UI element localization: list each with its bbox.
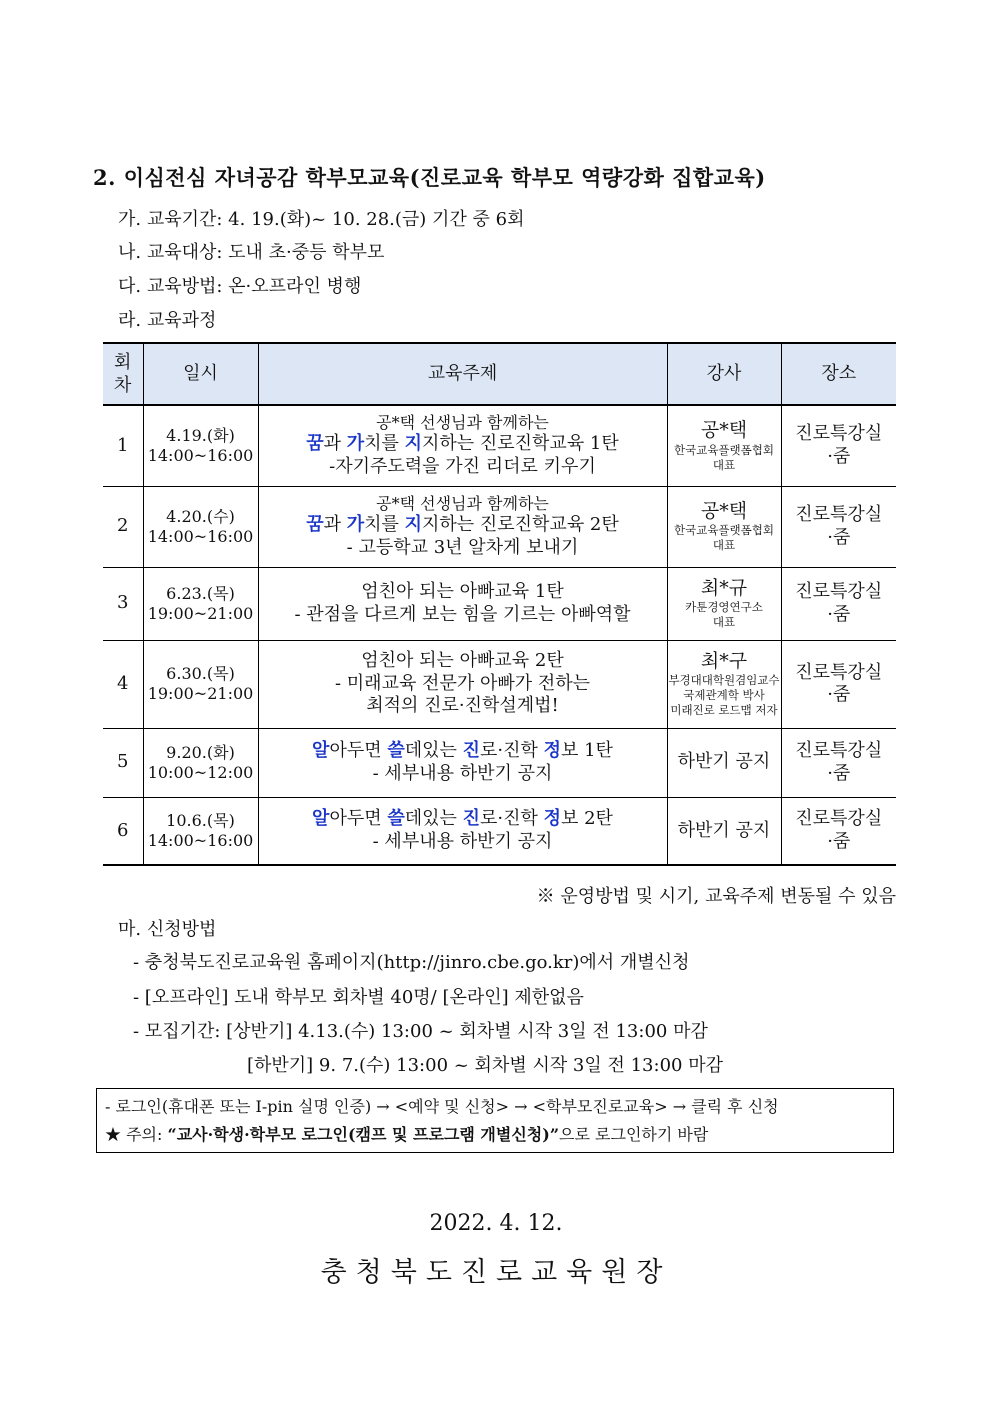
topic-text: 공*택 선생님과 함께하는 (376, 413, 549, 433)
change-notice: ※ 운영방법 및 시기, 교육주제 변동될 수 있음 (536, 886, 896, 907)
document-date: 2022. 4. 12. (429, 1211, 563, 1236)
cell-place (781, 405, 896, 486)
topic-text: 지하는 진로진학교육 2탄 (422, 514, 619, 535)
topic-highlight: 꿈 (306, 514, 324, 535)
cell-time: 14:00~16:00 (147, 445, 254, 465)
topic-highlight: 정 (543, 808, 561, 830)
issuer-name: 충청북도진로교육원장 (320, 1257, 672, 1288)
topic-text: 지하는 진로진학교육 1탄 (422, 433, 619, 455)
topic-text: 과 (323, 433, 347, 455)
cell-topic (258, 486, 667, 567)
topic-text: 공*택 선생님과 함께하는 (376, 494, 549, 513)
caution-prefix: ★ 주의: (105, 1125, 168, 1144)
topic-line (259, 740, 667, 763)
topic-text: - 관점을 다르게 보는 힘을 기르는 아빠역할 (294, 603, 631, 625)
place-line: 진로특강실 (795, 808, 883, 830)
topic-text: 아두면 (329, 740, 388, 761)
topic-text: 치를 (364, 514, 405, 535)
schedule-table (103, 342, 896, 866)
topic-text: 엄친아 되는 아빠교육 2탄 (361, 650, 564, 672)
cell-datetime (143, 486, 258, 567)
topic-highlight: 정 (543, 740, 561, 761)
table-row (103, 405, 896, 486)
instructor-desc: 미래진로 로드맵 저자 (670, 703, 778, 718)
table-row (103, 640, 896, 728)
cell-round: 3 (103, 567, 143, 640)
instructor-desc: 카툰경영연구소 (685, 600, 763, 615)
login-guide-box (96, 1088, 894, 1153)
topic-line (259, 808, 667, 831)
place-line: ·줌 (827, 830, 851, 852)
instructor-name: 하반기 공지 (677, 751, 771, 773)
topic-highlight: 지 (404, 514, 422, 535)
instructor-name: 하반기 공지 (677, 819, 771, 841)
topic-line (259, 831, 667, 854)
section-heading: 2. 이심전심 자녀공감 학부모교육(진로교육 학부모 역량강화 집합교육) (93, 165, 766, 190)
header-round-label: 회 차 (114, 351, 132, 396)
topic-text: 보 1탄 (561, 740, 613, 761)
cell-instructor (667, 728, 781, 797)
place-line: 진로특강실 (795, 661, 883, 683)
cell-time: 14:00~16:00 (147, 526, 254, 546)
cell-date: 10.6.(목) (166, 810, 235, 830)
topic-line (259, 433, 667, 456)
apply-item-period: - 모집기간: [상반기] 4.13.(수) 13:00 ~ 회차별 시작 3일 전 13:00 마감 (133, 1021, 708, 1042)
place-line: 진로특강실 (795, 740, 883, 761)
schedule-body (103, 405, 896, 865)
topic-highlight: 진 (462, 740, 480, 761)
apply-title: 마. 신청방법 (118, 919, 217, 940)
instructor-desc: 국제관계학 박사 (683, 688, 765, 703)
header-topic: 교육주제 (258, 343, 667, 405)
topic-highlight: 가 (346, 514, 365, 535)
info-target: 나. 교육대상: 도내 초·중등 학부모 (118, 242, 385, 263)
instructor-desc: 부경대대학원겸임교수 (668, 673, 780, 688)
topic-line (259, 494, 667, 514)
cell-time: 19:00~21:00 (147, 603, 254, 623)
topic-line (259, 413, 667, 433)
cell-place (781, 486, 896, 567)
instructor-desc: 한국교육플랫폼협회 (674, 523, 774, 538)
topic-text: 로·진학 (480, 740, 544, 761)
topic-line (259, 604, 667, 627)
cell-date: 6.30.(목) (166, 664, 235, 683)
topic-line (259, 537, 667, 560)
place-line: 진로특강실 (795, 504, 883, 525)
place-line: ·줌 (827, 684, 851, 705)
cell-round: 2 (103, 486, 143, 567)
caution-bold: “교사·학생·학부모 로그인(캠프 및 프로그램 개별신청)” (167, 1125, 560, 1144)
instructor-name: 최*구 (700, 649, 748, 672)
cell-place (781, 567, 896, 640)
topic-text: 로·진학 (480, 808, 544, 830)
topic-highlight: 쓸 (387, 740, 405, 761)
apply-item-capacity: - [오프라인] 도내 학부모 회차별 40명/ [온라인] 제한없음 (133, 987, 584, 1008)
cell-date: 4.19.(화) (166, 425, 235, 445)
cell-datetime (143, 797, 258, 865)
cell-topic (258, 728, 667, 797)
place-line: ·줌 (827, 445, 851, 467)
cell-datetime (143, 640, 258, 728)
place-line: ·줌 (827, 603, 851, 625)
cell-topic (258, 567, 667, 640)
table-row (103, 797, 896, 865)
cell-datetime (143, 567, 258, 640)
topic-text: 보 2탄 (561, 808, 613, 830)
instructor-name: 공*택 (700, 499, 748, 522)
topic-text: 치를 (364, 433, 405, 455)
topic-highlight: 가 (346, 433, 365, 455)
cell-place (781, 797, 896, 865)
info-course: 라. 교육과정 (118, 310, 217, 331)
cell-datetime (143, 405, 258, 486)
table-row (103, 728, 896, 797)
cell-date: 9.20.(화) (166, 742, 235, 762)
topic-line (259, 456, 667, 479)
topic-text: 데있는 (404, 740, 463, 761)
apply-item-homepage: - 충청북도진로교육원 홈페이지(http://jinro.cbe.go.kr)에서 개별신청 (133, 952, 690, 973)
instructor-name: 공*택 (700, 418, 748, 441)
topic-text: 데있는 (404, 808, 463, 830)
table-row (103, 486, 896, 567)
header-place: 장소 (781, 343, 896, 405)
topic-line (259, 581, 667, 604)
cell-place (781, 728, 896, 797)
topic-text: 아두면 (329, 808, 388, 830)
topic-text: 최적의 진로·진학설계법! (366, 695, 559, 717)
cell-topic (258, 640, 667, 728)
instructor-name: 최*규 (700, 576, 748, 599)
topic-text: - 미래교육 전문가 아빠가 전하는 (334, 672, 590, 694)
table-header-row (103, 343, 896, 405)
topic-line (259, 650, 667, 673)
cell-time: 19:00~21:00 (147, 684, 254, 703)
topic-text: - 세부내용 하반기 공지 (372, 830, 553, 852)
topic-highlight: 알 (312, 740, 330, 761)
cell-instructor (667, 640, 781, 728)
cell-instructor (667, 405, 781, 486)
instructor-desc: 대표 (712, 457, 736, 472)
cell-datetime (143, 728, 258, 797)
cell-instructor (667, 486, 781, 567)
header-datetime: 일시 (143, 343, 258, 405)
topic-highlight: 쓸 (387, 808, 405, 830)
topic-line (259, 763, 667, 786)
place-line: 진로특강실 (795, 581, 883, 602)
instructor-desc: 한국교육플랫폼협회 (674, 442, 774, 457)
table-row (103, 567, 896, 640)
info-method: 다. 교육방법: 온·오프라인 병행 (118, 276, 362, 297)
cell-instructor (667, 797, 781, 865)
cell-time: 10:00~12:00 (147, 762, 254, 782)
topic-line (259, 695, 667, 718)
login-steps: - 로그인(휴대폰 또는 I-pin 실명 인증) → <예약 및 신청> → <학부모진로교육> → 클릭 후 신청 (105, 1097, 779, 1116)
instructor-desc: 대표 (712, 615, 736, 630)
topic-text: - 세부내용 하반기 공지 (372, 762, 553, 784)
apply-item-period-second-half: [하반기] 9. 7.(수) 13:00 ~ 회차별 시작 3일 전 13:00 마감 (247, 1055, 723, 1076)
topic-highlight: 꿈 (306, 433, 324, 455)
place-line: 진로특강실 (795, 423, 883, 445)
header-round (103, 343, 143, 405)
topic-line (259, 673, 667, 696)
topic-text: 엄친아 되는 아빠교육 1탄 (361, 581, 564, 602)
cell-topic (258, 797, 667, 865)
cell-round: 5 (103, 728, 143, 797)
topic-text: - 고등학교 3년 알차게 보내기 (346, 536, 579, 558)
topic-text: -자기주도력을 가진 리더로 키우기 (329, 455, 596, 477)
login-caution (105, 1121, 885, 1149)
cell-instructor (667, 567, 781, 640)
cell-date: 6.23.(목) (166, 583, 235, 603)
topic-highlight: 지 (404, 433, 422, 455)
topic-text: 과 (323, 514, 347, 535)
cell-round: 4 (103, 640, 143, 728)
cell-round: 6 (103, 797, 143, 865)
cell-place (781, 640, 896, 728)
topic-line (259, 514, 667, 537)
place-line: ·줌 (827, 762, 851, 784)
topic-highlight: 알 (312, 808, 330, 830)
info-period: 가. 교육기간: 4. 19.(화)~ 10. 28.(금) 기간 중 6회 (118, 209, 525, 230)
cell-date: 4.20.(수) (166, 506, 235, 526)
cell-topic (258, 405, 667, 486)
cell-time: 14:00~16:00 (147, 830, 254, 850)
cell-round: 1 (103, 405, 143, 486)
header-instructor: 강사 (667, 343, 781, 405)
caution-suffix: 으로 로그인하기 바람 (559, 1125, 709, 1144)
instructor-desc: 대표 (712, 538, 736, 553)
place-line: ·줌 (827, 526, 851, 548)
topic-highlight: 진 (462, 808, 480, 830)
